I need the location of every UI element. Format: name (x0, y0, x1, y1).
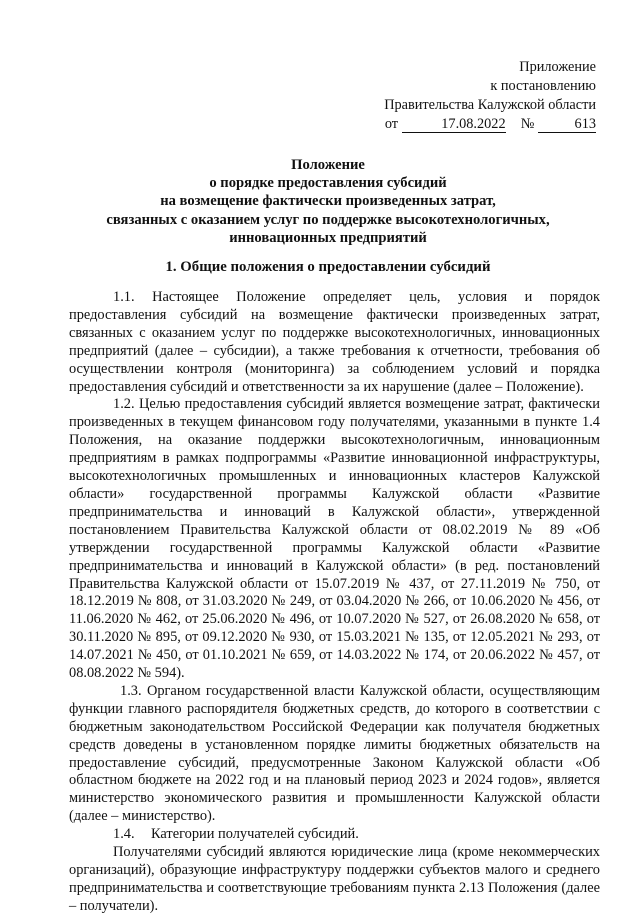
document-title (60, 156, 596, 247)
annex-date: 17.08.2022 (402, 116, 506, 133)
paragraph-1-4-heading (69, 826, 600, 844)
annex-to-resolution: к постановлению (490, 78, 596, 94)
paragraph-1-2: 1.2. Целью предоставления субсидий является возмещение затрат, фактически произведенных в текущем финансовом году получателями, указанными в пункте 1.4 Положения, на оказание поддержки высокотехнологичным, инновационным предприятиям в рамках подпрограммы «Развитие инновационной инфраструктуры, высокотехнологичных промышленных и инновационных кластеров Калужской области» государственной программы Калужской области «Развитие предпринимательства и инноваций в Калужской области», утвержденной постановлением Правительства Калужской области от 08.02.2019 № 89 «Об утверждении государственной программы Калужской области «Развитие предпринимательства и инноваций в Калужской области» (в ред. постановлений Правительства Калужской области от 15.07.2019 № 437, от 27.11.2019 № 750, от 18.12.2019 № 808, от 31.03.2020 № 249, от 03.04.2020 № 266, от 10.06.2020 № 456, от 11.06.2020 № 462, от 25.06.2020 № 496, от 10.07.2020 № 527, от 26.08.2020 № 658, от 30.11.2020 № 895, от 09.12.2020 № 930, от 15.03.2021 № 135, от 12.05.2021 № 293, от 14.07.2021 № 450, от 01.10.2021 № 659, от 14.03.2022 № 174, от 20.06.2022 № 457, от 08.08.2022 № 594). (69, 396, 600, 682)
annex-from-label: от (384, 116, 399, 132)
title-line-4: связанных с оказанием услуг по поддержке высокотехнологичных, (106, 211, 550, 228)
annex-government: Правительства Калужской области (384, 97, 596, 113)
title-line-2: о порядке предоставления субсидий (209, 175, 447, 192)
title-line-5: инновационных предприятий (229, 229, 427, 246)
paragraph-1-4-title: Категории получателей субсидий. (151, 826, 359, 843)
annex-number: 613 (538, 116, 596, 133)
paragraph-1-4-body: Получателями субсидий являются юридические лица (кроме некоммерческих организаций), образующие инфраструктуру поддержки субъектов малого и среднего предпринимательства и соответствующие требованиям пункта 2.13 Положения (далее – получатели). (69, 844, 600, 914)
paragraph-1-1: 1.1. Настоящее Положение определяет цель, условия и порядок предоставления субсидий на возмещение фактически произведенных затрат, связанных с оказанием услуг по поддержке высокотехнологичных, инновационных предприятий (далее – субсидии), а также требования к отчетности, требования об осуществлении контроля (мониторинга) за соблюдением условий и порядка предоставления субсидий и ответственности за их нарушение (далее – Положение). (69, 289, 600, 395)
annex-number-label: № (520, 116, 535, 132)
title-line-3: на возмещение фактически произведенных затрат, (160, 193, 496, 210)
section-heading: 1. Общие положения о предоставлении субсидий (165, 259, 491, 275)
annex-date-number-line (384, 115, 596, 134)
annex-header (384, 58, 596, 134)
paragraph-1-4-number: 1.4. (113, 826, 135, 843)
paragraph-1-3: 1.3. Органом государственной власти Калужской области, осуществляющим функции главного распорядителя бюджетных средств, до которого в соответствии с бюджетным законодательством Российской Федерации как получателя бюджетных средств доведены в установленном порядке лимиты бюджетных обязательств на предоставление субсидий, предусмотренные Законом Калужской области «Об областном бюджете на 2022 год и на плановый период 2023 и 2024 годов», является министерство экономического развития и промышленности Калужской области (далее – министерство). (69, 682, 600, 825)
title-line-1: Положение (291, 157, 365, 173)
annex-title: Приложение (519, 59, 596, 75)
section-body (69, 289, 600, 916)
